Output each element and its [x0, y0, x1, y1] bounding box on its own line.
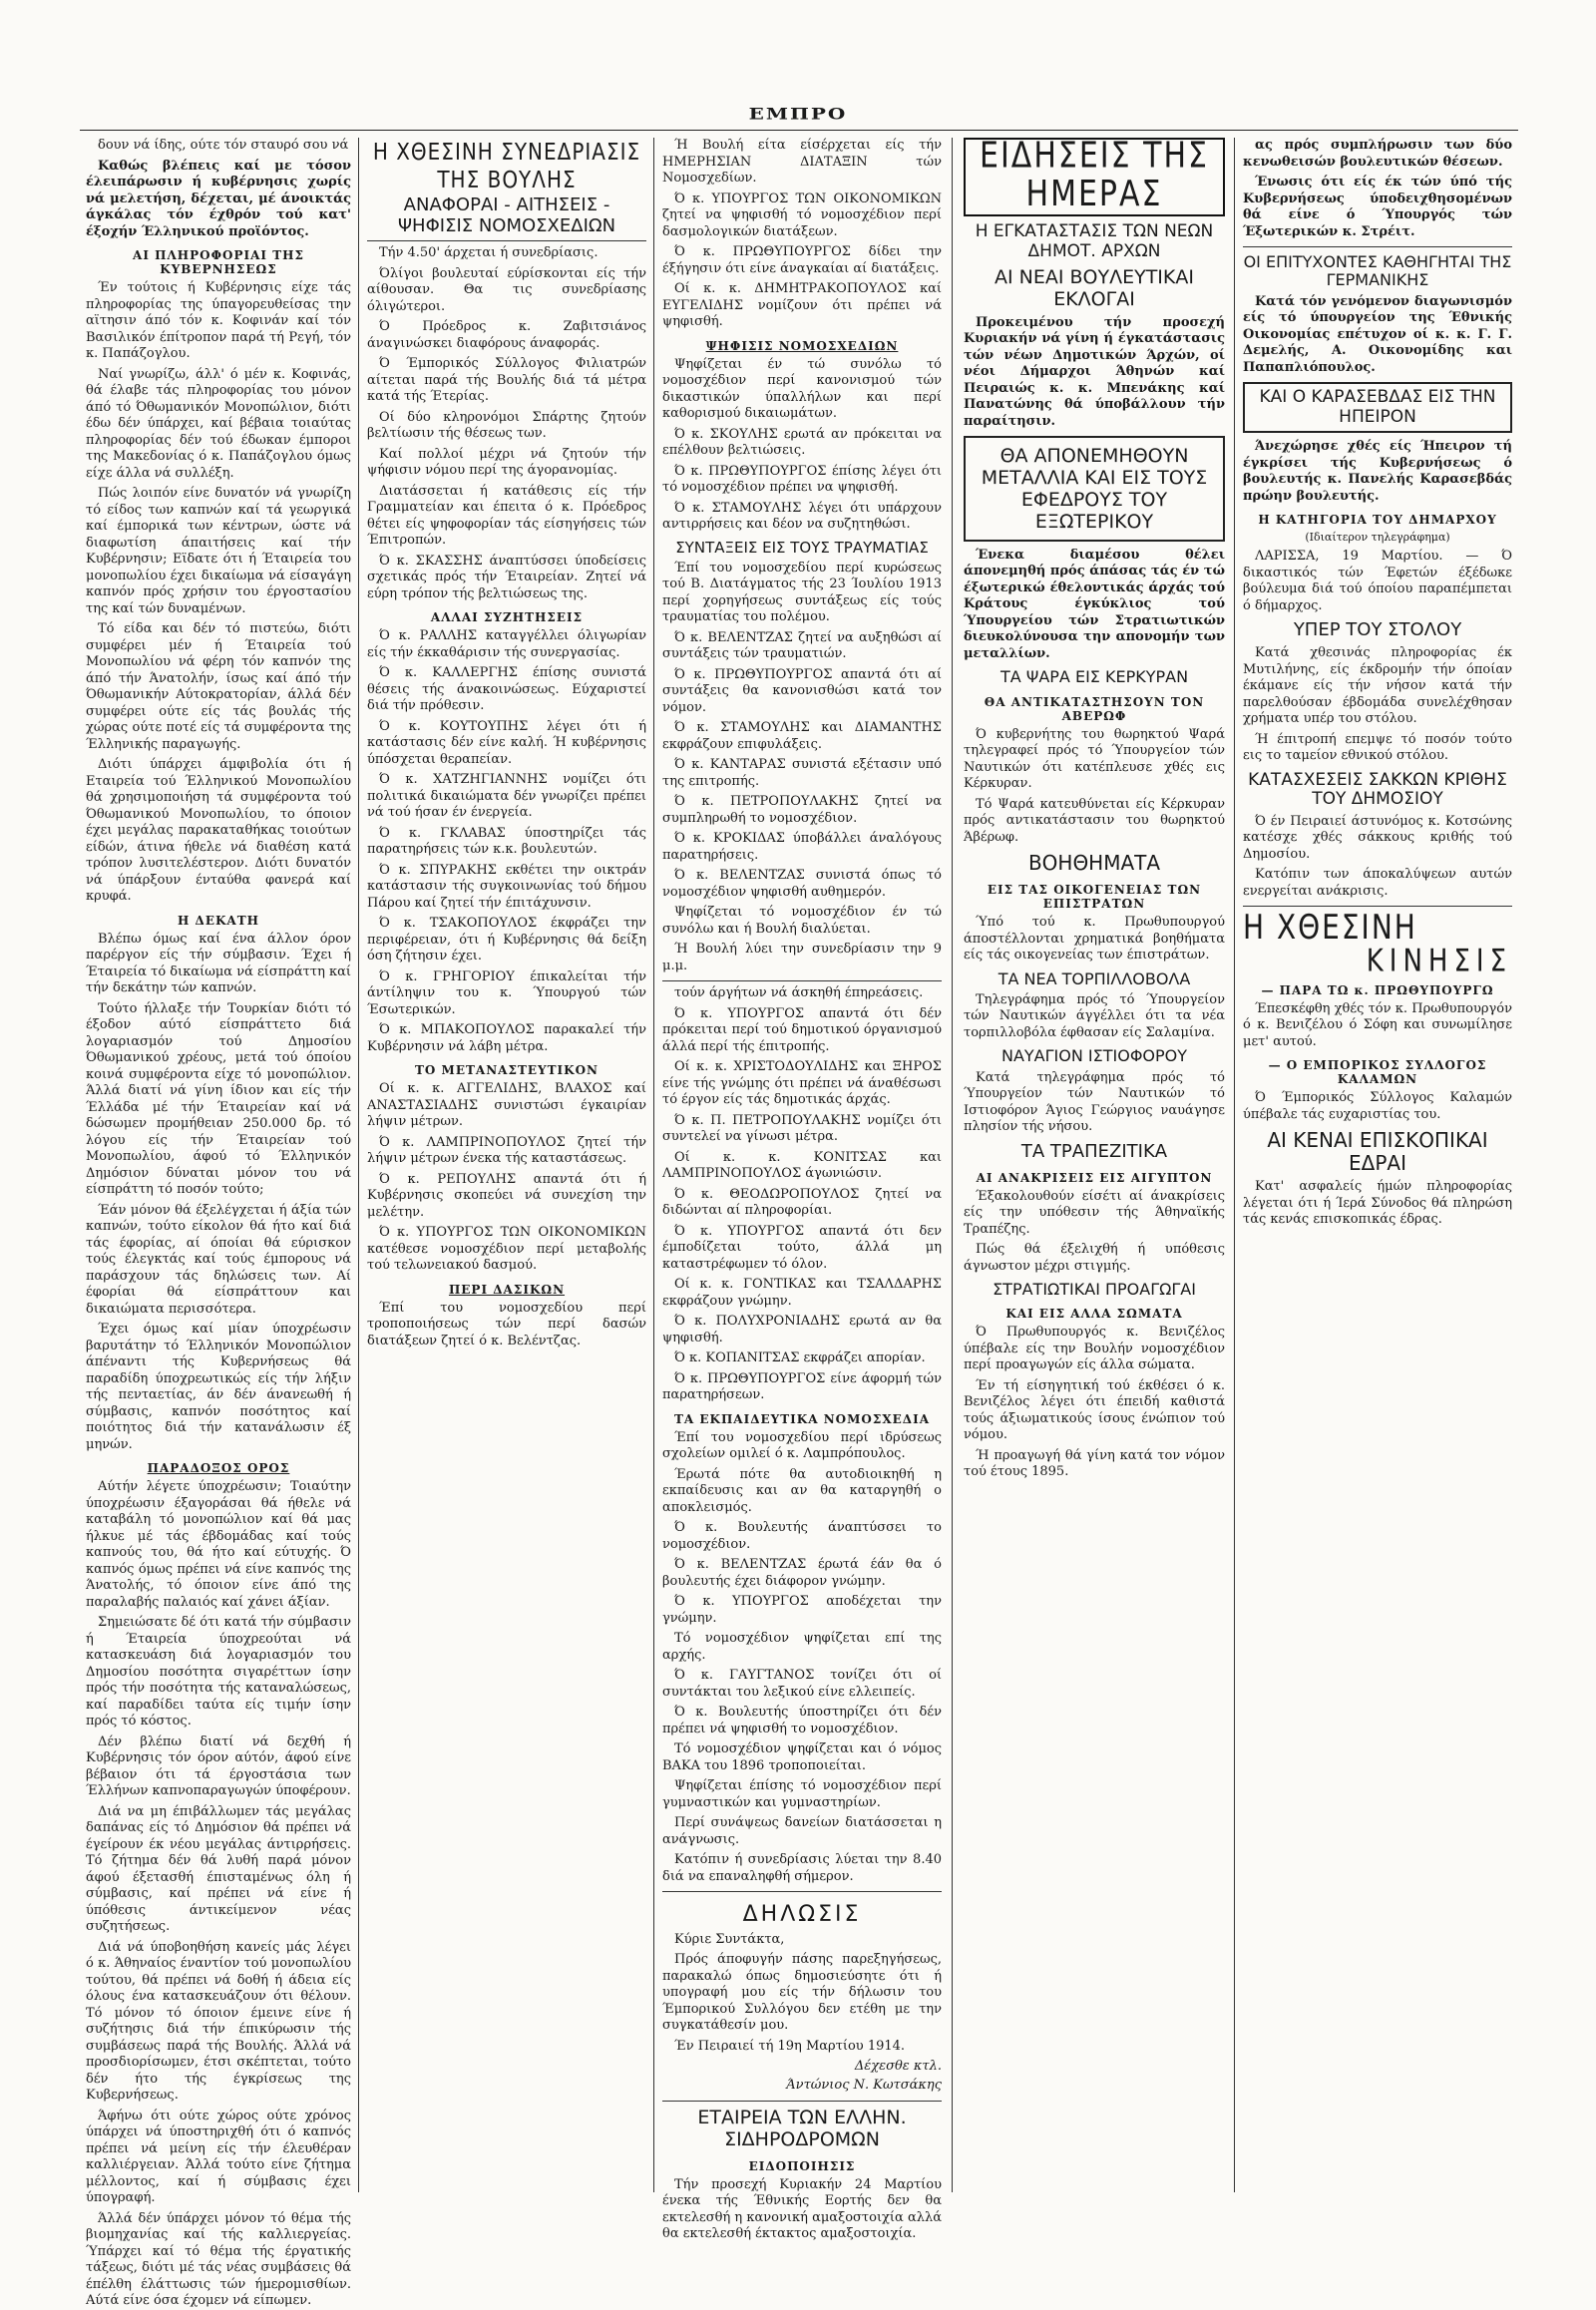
article-text: Ό κ. ΥΠΟΥΡΓΟΣ ΤΩΝ ΟΙΚΟΝΟΜΙΚΩΝ ζητεί να ψηφισθή τό νομοσχέδιον περί δασμολογικών διατάξεων.: [662, 191, 942, 239]
article-text: Κατά τόν γενόμενον διαγωνισμόν είς τό ύπουργείον της Έθνικής Οικονομίας επέτυχον οί κ. κ. Γ. Γ. Δεμελής, Α. Οικονομίδης και Παπαπλιόπουλος.: [1243, 293, 1512, 375]
article-subheadline: ΑΝΑΦΟΡΑΙ - ΑΙΤΗΣΕΙΣ - ΨΗΦΙΣΙΣ ΝΟΜΟΣΧΕΔΙΩΝ: [367, 195, 646, 241]
article-text: Προκειμένου τήν προσεχή Κυριακήν νά γίνη ή έγκατάστασις τών νέων Δημοτικών Άρχών, οί νέοι Δήμαρχοι Άθηνών καί Πειραιώς κ. κ. Μπενάκης καί Πανατώνης θά ύποβάλλουν τήν παραίτησιν.: [964, 314, 1225, 429]
article-text: Τό είδα και δέν τό πιστεύω, διότι συμφέρει μέν ή Έταιρεία τού Μονοπωλίου νά φέρη τόν καπνόν της άπό τήν Άνατολήν, ίσως καί άπό τήν Όθωμανικήν Αύτοκρατορίαν, άλλά δέν συμφέρει ούτε είς τάς βουλάς τής χώρας ούτε ποτέ είς τά συμφέροντα της Έλληνικής παραγωγής.: [86, 621, 351, 752]
section-banner: ΚΙΝΗΣΙΣ: [1366, 943, 1512, 979]
article-text: Ύπό τού κ. Πρωθυπουργού άποστέλλονται χρηματικά βοηθήματα είς τάς οικογενείας των έπιστράτων.: [964, 915, 1225, 963]
article-text: Διά νά ύποβοηθήση κανείς μάς λέγει ό κ. Άθηναίος έναντίον τού μονοπωλίου τούτου, θά πρέπει νά δοθή ή άδεια είς όλους ένα κατασκευάζουν ότι θέλουν. Τό μόνον τό όποιον έμεινε είνε ή συζήτησις διά τήν έπικύρωσιν τής συμβάσεως παρά τής Βουλής. Άλλά νά προσδιορίσωμεν, έτσι σκέπτεται, τούτο δέν ήτο τής έγκρίσεως της Κυβερνήσεως.: [86, 1939, 351, 2103]
article-text: Ό Έμπορικός Σύλλογος Φιλιατρών αίτεται παρά τής Βουλής διά τά μέτρα κατά τής Έτερίας.: [367, 356, 646, 405]
article-text: Ναί γνωρίζω, άλλ' ό μέν κ. Κοφινάς, θά έλαβε τάς πληροφορίας του μόνον άπό τό Όθωμανικόν Μονοπώλιον, διότι έδω δέν ύπάρχει, καί βέβαια τοιαύτας πληροφορίας δέν τού έδωκαν έμποροι της Μακεδονίας ό κ. Παπάζογλου όμως είχε άλλα νά συλλέξη.: [86, 366, 351, 481]
article-text: Έπί του νομοσχεδίου περί τροποποιήσεως τών περί δασών διατάξεων ζητεί ό κ. Βελέντζας.: [367, 1300, 646, 1348]
article-headline: ΟΙ ΕΠΙΤΥΧΟΝΤΕΣ ΚΑΘΗΓΗΤΑΙ ΤΗΣ ΓΕΡΜΑΝΙΚΗΣ: [1243, 252, 1512, 290]
article-headline: Η ΧΘΕΣΙΝΗ ΣΥΝΕΔΡΙΑΣΙΣ ΤΗΣ ΒΟΥΛΗΣ: [372, 138, 641, 193]
section-heading: ΠΕΡΙ ΔΑΣΙΚΩΝ: [448, 1282, 566, 1297]
column-1: [80, 138, 357, 2308]
section-heading: ΤΟ ΜΕΤΑΝΑΣΤΕΥΤΙΚΟΝ: [414, 1063, 599, 1078]
article-headline: ΥΠΕΡ ΤΟΥ ΣΤΟΛΟΥ: [1293, 619, 1462, 641]
column-rule: [952, 138, 953, 2192]
article-text: Ό κ. ΒΕΛΕΝΤΖΑΣ έρωτά έάν θα ό βουλευτής έχει διάφορον γνώμην.: [662, 1557, 942, 1589]
article-text: Ή προαγωγή θά γίνη κατά τον νόμον τού έτους 1895.: [964, 1447, 1225, 1480]
article-text: Ό κ. ΥΠΟΥΡΓΟΣ ΤΩΝ ΟΙΚΟΝΟΜΙΚΩΝ κατέθεσε νομοσχέδιον περί μεταβολής τού τελωνειακού δασμού.: [367, 1225, 646, 1274]
article-text: Κατόπιν ή συνεδρίασις λύεται την 8.40 διά να επαναληφθή σήμερον.: [662, 1852, 942, 1884]
article-text: Τήν 4.50' άρχεται ή συνεδρίασις.: [379, 245, 598, 261]
masthead: [0, 102, 1596, 126]
article-text: Ό κ. ΠΡΩΘΥΠΟΥΡΓΟΣ έπίσης λέγει ότι τό νομοσχέδιον πρέπει να ψηφισθή.: [662, 463, 942, 495]
article-text: δουν νά ίδης, ούτε τόν σταυρό σου νά: [98, 138, 349, 153]
article-text: Διά να μη έπιβάλλωμεν τάς μεγάλας δαπάνας είς τό Δημόσιον θά πρέπει νά έγείρουν έκ νέου μεγάλας άντιρρήσεις. Τό ζήτημα δέν θά λυθή παρά μόνον άφού έξετασθή έπισταμένως όλη ή σύμβασις, καί πρέπει νά είνε ή ύπόθεσις άντικείμενον νέας συζητήσεως.: [86, 1803, 351, 1934]
article-text: Πρός άποφυγήν πάσης παρεξηγήσεως, παρακαλώ όπως δημοσιεύσητε ότι ή υπογραφή μου είς τήν δήλωσιν του Έμπορικού Συλλόγου δεν ετέθη με την συγκατάθεσίν μου.: [662, 1952, 942, 2034]
article-text: Έρωτά πότε θα αυτοδιοικηθή η εκπαίδευσις και αν θα καταργηθή ο αποκλεισμός.: [662, 1466, 942, 1515]
section-heading: ΨΗΦΙΣΙΣ ΝΟΜΟΣΧΕΔΙΩΝ: [705, 338, 899, 353]
article-text: Έξακολουθούν είσέτι αί άνακρίσεις είς την υπόθεσιν τής Άθηναϊκής Τραπέζης.: [964, 1188, 1225, 1237]
article-text: Σημειώσατε δέ ότι κατά τήν σύμβασιν ή Έταιρεία ύποχρεούται νά κατασκευάση διά λογαριασμόν του Δημοσίου ποσότητα σιγαρέττων ίσην πρός τήν ποσότητα τής καταναλώσεως, καί παραδίδει ταύτα είς τιμήν ίσην πρός τό κόστος.: [86, 1615, 351, 1729]
article-text: Ό κ. ΠΡΩΘΥΠΟΥΡΓΟΣ είνε άφορμή τών παρατηρήσεων.: [662, 1370, 942, 1403]
article-text: Ή έπιτροπή επεμψε τό ποσόν τούτο εις το ταμείον εθνικού στόλου.: [1243, 731, 1512, 764]
article-text: ας πρός συμπλήρωσιν των δύο κενωθεισών βουλευτικών θέσεων.: [1243, 138, 1512, 170]
article-text: Ό κ. ΚΡΟΚΙΔΑΣ ύποβάλλει άναλόγους παρατηρήσεις.: [662, 831, 942, 863]
section-heading: ΚΑΙ ΕΙΣ ΑΛΛΑ ΣΩΜΑΤΑ: [1005, 1307, 1183, 1322]
top-rule: [80, 130, 1518, 131]
section-heading: ΕΙΣ ΤΑΣ ΟΙΚΟΓΕΝΕΙΑΣ ΤΩΝ ΕΠΙΣΤΡΑΤΩΝ: [987, 883, 1202, 912]
subheading-note: (Ιδιαίτερον τηλεγράφημα): [1305, 531, 1450, 545]
section-heading: ΤΑ ΕΚΠΑΙΔΕΥΤΙΚΑ ΝΟΜΟΣΧΕΔΙΑ: [673, 1411, 931, 1426]
article-text: Ό κ. Π. ΠΕΤΡΟΠΟΥΛΑΚΗΣ νομίζει ότι συντελεί να γίνωσι μέτρα.: [662, 1112, 942, 1145]
headline-box: [964, 436, 1225, 541]
article-text: Ό κ. ΣΤΑΜΟΥΛΗΣ και ΔΙΑΜΑΝΤΗΣ εκφράζουν επιφυλάξεις.: [662, 720, 942, 752]
article-headline: ΘΑ ΑΠΟΝΕΜΗΘΟΥΝ ΜΕΤΑΛΛΙΑ ΚΑΙ ΕΙΣ ΤΟΥΣ ΕΦΕΔΡΟΥΣ ΤΟΥ ΕΞΩΤΕΡΙΚΟΥ: [981, 445, 1208, 533]
article-text: Έάν μόνον θά έξελέγχεται ή άξία τών καπνών, τούτο είκολον θά ήτο καί διά τάς έφορίας, αί όποίαι θά εύρισκον τούς έλεγκτάς καί τούς έμπορους νά παράσχουν τάς δηλώσεις των. Αί έφορίαι θά είσπράττουν και δικαιώματα περισσότερα.: [86, 1202, 351, 1317]
article-text: Ψηφίζεται έπίσης τό νομοσχέδιον περί γυμναστικών και γυμναστηρίων.: [662, 1778, 942, 1810]
article-text: Τηλεγράφημα πρός τό Ύπουργείον τών Ναυτικών άγγέλλει ότι τα νέα τορπιλλοβόλα έφθασαν είς Σαλαμίνα.: [964, 991, 1225, 1040]
article-text: Ό Έμπορικός Σύλλογος Καλαμών ύπέβαλε τάς ευχαριστίας του.: [1243, 1090, 1512, 1122]
section-heading: — Ο ΕΜΠΟΡΙΚΟΣ ΣΥΛΛΟΓΟΣ ΚΑΛΑΜΩΝ: [1268, 1058, 1487, 1087]
article-text: Βλέπω όμως καί ένα άλλον όρον παρέργον είς τήν σύμβασιν. Έχει ή Έταιρεία τό δικαίωμα νά είσπράττη καί τήν δεκάτην τών καπνών.: [86, 931, 351, 995]
section-heading: ΠΑΡΑΔΟΞΟΣ ΟΡΟΣ: [147, 1461, 290, 1475]
article-text: Πώς θά έξελιχθή ή υπόθεσις άγνωστον μέχρι στιγμής.: [964, 1242, 1225, 1274]
article-text: Έπί του νομοσχεδίου περί ιδρύσεως σχολείων ομιλεί ό κ. Λαμπρόπουλος.: [662, 1429, 942, 1462]
headline-box: [1243, 382, 1512, 433]
column-rule: [653, 138, 654, 2192]
article-text: Καθώς βλέπεις καί με τόσον έλειπάρωσιν ή κυβέρνησις χωρίς νά μελετήση, δέχεται, μέ άνοικτάς άγκάλας τόν έχθρόν τού κατ' έξοχήν Έλληνικού προϊόντος.: [86, 158, 351, 239]
article-text: Διατάσσεται ή κατάθεσις είς τήν Γραμματείαν και έπειτα ό κ. Πρόεδρος θέτει είς ψηφοφορίαν τάς είσηγήσεις τών Έπιτροπών.: [367, 483, 646, 549]
article-text: Ό κ. ΠΕΤΡΟΠΟΥΛΑΚΗΣ ζητεί να συμπληρωθή το νομοσχέδιον.: [662, 794, 942, 826]
section-heading: — ΠΑΡΑ ΤΩ κ. ΠΡΩΘΥΠΟΥΡΓΩ: [1261, 982, 1494, 997]
article-text: Ψηφίζεται έν τώ συνόλω τό νομοσχέδιον περί κανονισμού τών δικαστικών ύπαλλήλων και περί καθορισμού δικαιωμάτων.: [662, 356, 942, 421]
article-text: Ό κ. ΧΑΤΖΗΓΙΑΝΝΗΣ νομίζει ότι πολιτικά δικαιώματα δέν γνωρίζει πρέπει νά τού ήσαν έν ένεργεία.: [367, 772, 646, 821]
article-text: Ή Βουλή λύει την συνεδρίασιν την 9 μ.μ.: [662, 942, 942, 973]
article-text: τούν άργήτων νά άσκηθή έπηρεάσεις.: [674, 985, 924, 1001]
article-text: Τό νομοσχέδιον ψηφίζεται και ό νόμος ΒΑΚΑ του 1896 τροποποιείται.: [662, 1741, 942, 1773]
article-text: Ό κ. ΣΠΥΡΑΚΗΣ εκθέτει την οικτράν κατάστασιν τής συγκοινωνίας τού δήμου Πάρου καί ζητεί τήν έπιτάχυνσιν.: [367, 862, 646, 911]
newspaper-name: ΕΜΠΡΟ: [748, 104, 848, 124]
article-text: Ό κ. ΚΟΠΑΝΙΤΣΑΣ εκφράζει απορίαν.: [674, 1350, 926, 1366]
article-text: Ό κ. ΒΕΛΕΝΤΖΑΣ συνιστά όπως τό νομοσχέδιον ψηφισθή αυθημερόν.: [662, 868, 942, 900]
article-text: Κατά χθεσινάς πληροφορίας έκ Μυτιλήνης, είς έκδρομήν τήν όποίαν έκάμανε είς τήν νήσον κατά τήν παρελθούσαν έβδομάδα συνελέχθησαν χρήματα υπέρ του στόλου.: [1243, 645, 1512, 727]
article-text: Ό κ. ΘΕΟΔΩΡΟΠΟΥΛΟΣ ζητεί να διδώνται αί πληροφορίαι.: [662, 1186, 942, 1219]
article-text: Αύτήν λέγετε ύποχρέωσιν; Τοιαύτην ύποχρέωσιν έξαγοράσαι θά ήθελε νά καταβάλη τό μονοπώλιον καί θά μας ήλκυε μέ τάς έβδομάδας καί τούς καπνούς του, θά ήτο καί εύτυχής. Ό καπνός όμως πρέπει νά είνε καπνός της Άνατολής, τό όποιον είνε άπό της παραλαβής παλαιός καί χάνει άξίαν.: [86, 1479, 351, 1610]
article-subheadline: ΑΙ ΝΕΑΙ ΒΟΥΛΕΥΤΙΚΑΙ ΕΚΛΟΓΑΙ: [995, 266, 1194, 310]
signature-closing: Δέχεσθε κτλ.: [854, 2059, 942, 2075]
article-text: Ό έν Πειραιεί άστυνόμος κ. Κοτσώνης κατέσχε χθές σάκκους κριθής τού Δημοσίου.: [1243, 813, 1512, 862]
article-text: Ό κ. ΣΤΑΜΟΥΛΗΣ λέγει ότι υπάρχουν αντιρρήσεις και δέον να συζητηθώσι.: [662, 500, 942, 532]
article-text: Τούτο ήλλαξε τήν Τουρκίαν διότι τό έξοδον αύτό είσπράττετο διά λογαριασμόν τού Δημοσίου Όθωμανικού χρέους, μετά τού όποίου κοινά συμφέροντα είχε τό μονοπώλιον. Άλλά διατί νά γίνη ίδιον και είς τήν Έλλάδα μέ τήν Έταιρείαν καί νά δώσωμεν προμήθειαν 250.000 δρ. τό λόγου είς τήν Έταιρείαν τού Μονοπωλίου, άφού τό Έλληνικόν Δημόσιον δύναται μόνον του νά είσπράττη τό ποσόν τούτο;: [86, 1000, 351, 1197]
continued-section: [662, 980, 942, 1885]
column-rule: [1234, 138, 1235, 2192]
article-text: Ό κ. ΛΑΜΠΡΙΝΟΠΟΥΛΟΣ ζητεί τήν λήψιν μέτρων ένεκα τής καταστάσεως.: [367, 1134, 646, 1167]
article-text: Ένεκα διαμέσου θέλει άπονεμηθή πρός άπάσας τάς έν τώ έξωτερικώ έθελοντικάς άρχάς τού Κράτους έγκύκλιος τού Ύπουργείου τών Στρατιωτικών διευκολύνουσα την απονομήν των μεταλλίων.: [964, 547, 1225, 661]
article-text: Ό κ. ΥΠΟΥΡΓΟΣ απαντά ότι δέν πρόκειται περί τού δημοτικού όργανισμού άλλά περί τής έπιτροπής.: [662, 1005, 942, 1054]
article-headline: ΤΑ ΨΑΡΑ ΕΙΣ ΚΕΡΚΥΡΑΝ: [999, 667, 1189, 687]
section-heading: ΘΑ ΑΝΤΙΚΑΤΑΣΤΗΣΟΥΝ ΤΟΝ ΑΒΕΡΩΦ: [984, 694, 1205, 723]
article-text: Οί δύο κληρονόμοι Σπάρτης ζητούν βελτίωσιν τής θέσεως των.: [367, 409, 646, 442]
article-text: Οί κ. κ. ΚΟΝΙΤΣΑΣ και ΛΑΜΠΡΙΝΟΠΟΥΛΟΣ άγωνιώσιν.: [662, 1149, 942, 1182]
article-text: Διότι ύπάρχει άμφιβολία ότι ή Εταιρεία τού Έλληνικού Μονοπωλίου θά χρησιμοποιήση τά συμφέροντα τού Όθωμανικού Μονοπωλίου, το όποιον έχει μεγάλας παρακαταθήκας τοιούτων είδών, άτινα ήθελε νά διαθέση κατά τρόπον λυσιτελέστερον. Διότι δυνατόν νά ύπάρξουν ένταύθα φανερά καί κρυφά.: [86, 757, 351, 904]
article-headline: ΚΑΙ Ο ΚΑΡΑΣΕΒΔΑΣ ΕΙΣ ΤΗΝ ΗΠΕΙΡΟΝ: [1259, 387, 1496, 427]
section-banner: Η ΧΘΕΣΙΝΗ: [1243, 907, 1417, 948]
article-text: Ό κ. ΓΚΛΑΒΑΣ ύποστηρίζει τάς παρατηρήσεις τών κ.κ. βουλευτών.: [367, 825, 646, 858]
article-text: Ό κ. ΚΑΛΛΕΡΓΗΣ έπίσης συνιστά θέσεις τής άνακοινώσεως. Εύχαριστεί διά τήν πρόθεσιν.: [367, 665, 646, 714]
section-heading: Η ΔΕΚΑΤΗ: [178, 913, 259, 928]
section-heading: ΑΛΛΑΙ ΣΥΖΗΤΗΣΕΙΣ: [430, 610, 584, 625]
article-text: Ό κ. ΠΟΛΥΧΡΟΝΙΑΔΗΣ ερωτά αν θα ψηφισθή.: [662, 1314, 942, 1346]
section-heading: ΑΙ ΠΛΗΡΟΦΟΡΙΑΙ ΤΗΣ ΚΥΒΕΡΝΗΣΕΩΣ: [133, 248, 304, 276]
article-text: Ή Βουλή είτα είσέρχεται είς τήν ΗΜΕΡΗΣΙΑΝ ΔΙΑΤΑΞΙΝ τών Νομοσχεδίων.: [662, 138, 942, 186]
article-text: Έπεσκέφθη χθές τόν κ. Πρωθυπουργόν ό κ. Βενιζέλου ό Σόφη και συνωμίλησε μετ' αυτού.: [1243, 1000, 1512, 1049]
article-text: Καί πολλοί μέχρι νά ζητούν τήν ψήφισιν νόμου περί της άγορανομίας.: [367, 446, 646, 479]
article-headline: Η ΕΓΚΑΤΑΣΤΑΣΙΣ ΤΩΝ ΝΕΩΝ ΔΗΜΟΤ. ΑΡΧΩΝ: [975, 221, 1214, 261]
article-text: Κατόπιν των άποκαλύψεων αυτών ενεργείται ανάκρισις.: [1243, 867, 1512, 899]
article-text: Ό κ. Βουλευτής ύποστηρίζει ότι δέν πρέπει νά ψηφισθή το νομοσχέδιον.: [662, 1705, 942, 1736]
article-text: Κατά τηλεγράφημα πρός τό Ύπουργείον τών Ναυτικών τό Ιστιοφόρον Άγιος Γεώργιος ναυάγησε πλησίον τής νήσου.: [964, 1069, 1225, 1135]
article-text: Έν τή είσηγητική τού έκθέσει ό κ. Βενιζέλος λέγει ότι έπειδή καθιστά τούς άξιωματικούς ίσους ένώπιον τού νόμου.: [964, 1377, 1225, 1443]
news-banner-box: [964, 135, 1225, 216]
article-text: Πώς λοιπόν είνε δυνατόν νά γνωρίζη τό είδος των καπνών καί τά γεωργικά καί έμπορικά των κέντρων, ώστε νά διαφωτίση άπαιτήσεις καί τήν Κυβέρνησιν; Εϊδατε ότι ή Έταιρεία του μονοπωλίου έχει δικαίωμα νά είσαγάγη καπνόν πρός χρήσιν του έργοστασίου της καί τών δυναμένων.: [86, 486, 351, 616]
article-headline: ΤΑ ΤΡΑΠΕΖΙΤΙΚΑ: [1020, 1140, 1168, 1162]
article-text: Έν Πειραιεί τή 19η Μαρτίου 1914.: [674, 2038, 906, 2054]
article-text: Ό κ. ΥΠΟΥΡΓΟΣ απαντά ότι δεν έμποδίζεται τούτο, άλλά μη καταστρέφωμεν τό όλον.: [662, 1223, 942, 1272]
article-text: Κύριε Συντάκτα,: [674, 1931, 785, 1947]
article-text: ΛΑΡΙΣΣΑ, 19 Μαρτίου. — Ό δικαστικός τών Έφετών έξέδωκε βούλευμα διά τού όποίου παραπέμπεται ό δήμαρχος.: [1243, 549, 1512, 613]
article-headline: ΑΙ ΚΕΝΑΙ ΕΠΙΣΚΟΠΙΚΑΙ ΕΔΡΑΙ: [1267, 1128, 1488, 1176]
signature-name: Άντώνιος Ν. Κωτσάκης: [786, 2078, 942, 2094]
article-text: Έχει όμως καί μίαν ύποχρέωσιν βαρυτάτην τό Έλληνικόν Μονοπώλιον άπέναντι τής Κυβερνήσεως θά παραδίδη ύποχρεωτικώς είς τήν λήξιν τής πενταετίας, άν δέν άνανεωθή ή σύμβασις, καπνόν ποσότητος καί ποιότητος διά τήν κατανάλωσιν έξ μηνών.: [86, 1322, 351, 1452]
article-text: Ό κ. ΣΚΑΣΣΗΣ άναπτύσσει ύποδείσεις σχετικάς πρός τήν Έταιρείαν. Ζητεί νά εύρη τρόπον τής βελτιώσεως της.: [367, 553, 646, 601]
article-text: Δέν βλέπω διατί νά δεχθή ή Κυβέρνησις τόν όρον αύτόν, άφού είνε βέβαιον ότι τά έργοστάσια των Έλλήνων καπνοπαραγωγών ύποφέρουν.: [86, 1733, 351, 1798]
article-text: Άνεχώρησε χθές είς Ήπειρον τή έγκρίσει τής Κυβερνήσεως ό βουλευτής κ. Πανελής Καρασεβδάς πρώην βουλευτής.: [1243, 439, 1512, 504]
article-headline: ΔΗΛΩΣΙΣ: [742, 1902, 862, 1928]
article-text: Κατ' ασφαλείς ήμών πληροφορίας λέγεται ότι ή Ίερά Σύνοδος θά πληρώση τάς κενάς επισκοπικάς έδρας.: [1243, 1179, 1512, 1228]
article-text: Ό Πρωθυπουργός κ. Βενιζέλος ύπέβαλε είς την Βουλήν νομοσχέδιον περί προαγωγών είς άλλα σώματα.: [964, 1325, 1225, 1373]
article-text: Ό κ. Βουλευτής άναπτύσσει το νομοσχέδιον.: [662, 1520, 942, 1552]
article-subheadline: ΣΥΝΤΑΞΕΙΣ ΕΙΣ ΤΟΥΣ ΤΡΑΥΜΑΤΙΑΣ: [675, 538, 929, 557]
article-headline: ΝΑΥΑΓΙΟΝ ΙΣΤΙΟΦΟΡΟΥ: [1000, 1046, 1188, 1066]
article-headline: ΤΑ ΝΕΑ ΤΟΡΠΙΛΛΟΒΟΛΑ: [998, 968, 1191, 988]
article-text: Ένωσις ότι είς έκ τών ύπό τής Κυβερνήσεως ύποδειχθησομένων θά είνε ό Ύπουργός τών Έξωτερικών κ. Στρέιτ.: [1243, 175, 1512, 239]
article-text: Έπί του νομοσχεδίου περί κυρώσεως τού Β. Διατάγματος τής 23 Ίουλίου 1913 περί χορηγήσεως συντάξεως είς τούς τραυματίας του πολέμου.: [662, 560, 942, 625]
article-headline: ΚΑΤΑΣΧΕΣΕΙΣ ΣΑΚΚΩΝ ΚΡΙΘΗΣ ΤΟΥ ΔΗΜΟΣΙΟΥ: [1248, 769, 1507, 810]
article-text: Ό κ. ΤΣΑΚΟΠΟΥΛΟΣ έκφράζει την περιφέρειαν, ότι ή Κυβέρνησις θά δείξη όση ζήτησιν έχει.: [367, 916, 646, 964]
article-headline: ΣΤΡΑΤΙΩΤΙΚΑΙ ΠΡΟΑΓΩΓΑΙ: [993, 1280, 1196, 1300]
article-text: Ό κ. ΡΑΛΛΗΣ καταγγέλλει όλιγωρίαν είς τήν έκκαθάρισιν τής συνεργασίας.: [367, 628, 646, 660]
article-text: Ό κ. ΚΑΝΤΑΡΑΣ συνιστά εξέτασιν υπό της επιτροπής.: [662, 757, 942, 789]
notice-subheading: ΕΙΔΟΠΟΙΗΣΙΣ: [748, 2158, 856, 2173]
article-text: Ό κ. ΜΠΑΚΟΠΟΥΛΟΣ παρακαλεί τήν Κυβέρνησιν νά λάβη μέτρα.: [367, 1022, 646, 1054]
article-text: Άφήνω ότι ούτε χώρος ούτε χρόνος ύπάρχει νά ύποστηριχθή ότι ό καπνός πρέπει νά μείνη είς τήν έλευθέραν καλλιέργειαν. Άλλά τούτο είνε ζήτημα μέλλοντος, καί ή σύμβασις έχει ύπογραφή.: [86, 2108, 351, 2205]
article-text: Οί κ. κ. ΑΓΓΕΛΙΔΗΣ, ΒΛΑΧΟΣ καί ΑΝΑΣΤΑΣΙΑΔΗΣ συνιστώσι έγκαιρίαν λήψιν μέτρων.: [367, 1081, 646, 1130]
article-text: Ό κ. ΒΕΛΕΝΤΖΑΣ ζητεί να αυξηθώσι αί συντάξεις τών τραυματιών.: [662, 629, 942, 662]
article-text: Οί κ. κ. ΔΗΜΗΤΡΑΚΟΠΟΥΛΟΣ καί ΕΥΓΕΛΙΔΗΣ νομίζουν ότι πρέπει νά ψηφισθή.: [662, 281, 942, 329]
section-heading: ΑΙ ΑΝΑΚΡΙΣΕΙΣ ΕΙΣ ΑΙΓΥΠΤΟΝ: [976, 1170, 1213, 1185]
column-3: [656, 138, 948, 2242]
article-text: Ό κ. ΠΡΩΘΥΠΟΥΡΓΟΣ δίδει την έξήγησιν ότι είνε άναγκαίαι αί διατάξεις.: [662, 244, 942, 276]
article-text: Έν τούτοις ή Κυβέρνησις είχε τάς πληροφορίας της ύπαγορευθείσας την αϊτησιν άπό τόν κ. Κοφινάν καί τόν Βασιλικόν έπίτροπον παρά τή Ρεγή, τόν κ. Παπάζογλου.: [86, 280, 351, 361]
article-text: Ό κ. ΠΡΩΘΥΠΟΥΡΓΟΣ απαντά ότι αί συντάξεις θα κανονισθώσι κατά τον νόμον.: [662, 666, 942, 715]
article-headline: ΒΟΗΘΗΜΑΤΑ: [1027, 851, 1161, 876]
article-text: Οί κ. κ. ΓΟΝΤΙΚΑΣ και ΤΣΑΛΔΑΡΗΣ εκφράζουν γνώμην.: [662, 1277, 942, 1309]
article-text: Ψηφίζεται τό νομοσχέδιον έν τώ συνόλω και ή Βουλή διαλύεται.: [662, 905, 942, 937]
article-text: Τό Ψαρά κατευθύνεται είς Κέρκυραν πρός αντικατάστασιν του θωρηκτού Άβέρωφ.: [964, 796, 1225, 845]
article-text: Ό κ. ΚΟΥΤΟΥΠΗΣ λέγει ότι ή κατάστασις δέν είνε καλή. Ή κυβέρνησις ύπόσχεται θεραπείαν.: [367, 718, 646, 767]
article-text: Οί κ. κ. ΧΡΙΣΤΟΔΟΥΛΙΔΗΣ και ΞΗΡΟΣ είνε τής γνώμης ότι πρέπει νά άναθέσωσι τό έργον είς τάς δημοτικάς άρχάς.: [662, 1059, 942, 1108]
article-text: Ό κ. ΡΕΠΟΥΛΗΣ απαντά ότι ή Κυβέρνησις σκοπεύει νά συνεχίση την μελέτην.: [367, 1171, 646, 1220]
article-text: Ό κ. ΓΡΗΓΟΡΙΟΥ έπικαλείται τήν άντίληψιν του κ. Ύπουργού τών Έσωτερικών.: [367, 968, 646, 1017]
section-heading: Η ΚΑΤΗΓΟΡΙΑ ΤΟΥ ΔΗΜΑΡΧΟΥ: [1258, 513, 1497, 528]
news-banner: ΕΙΔΗΣΕΙΣ ΤΗΣ ΗΜΕΡΑΣ: [980, 135, 1209, 215]
article-text: Ό κ. ΥΠΟΥΡΓΟΣ αποδέχεται την γνώμην.: [662, 1594, 942, 1626]
article-text: Περί συνάψεως δανείων διατάσσεται η ανάγνωσις.: [662, 1815, 942, 1847]
article-text: Τό νομοσχέδιον ψηφίζεται επί της αρχής.: [662, 1631, 942, 1663]
column-2: [361, 138, 652, 2192]
article-text: Ό κ. ΣΚΟΥΛΗΣ ερωτά αν πρόκειται να επέλθουν βελτιώσεις.: [662, 426, 942, 458]
article-text: Ό κυβερνήτης του θωρηκτού Ψαρά τηλεγραφεί πρός τό Ύπουργείον τών Ναυτικών ότι κατέπλευσε χθές εις Κέρκυραν.: [964, 726, 1225, 792]
column-4: [958, 135, 1231, 2192]
article-text: Τήν προσεχή Κυριακήν 24 Μαρτίου ένεκα τής Έθνικής Εορτής δεν θα εκτελεσθή η κανονική αμαξοστοιχία αλλά θα εκτελεσθή έκτακτος αμαξοστοιχία.: [662, 2176, 942, 2242]
divider: [1243, 246, 1512, 247]
article-text: Άλλά δέν ύπάρχει μόνον τό θέμα τής βιομηχανίας καί τής καλλιεργείας. Ύπάρχει καί τό θέμα τής έργατικής τάξεως, διότι μέ τάς νέας συμβάσεις θά έπέλθη έλάττωσις τών ήμερομισθίων. Αύτά είνε όσα έχομεν νά είπωμεν.: [86, 2210, 351, 2308]
declaration-box: [662, 1891, 942, 2102]
column-rule: [358, 138, 359, 2192]
notice-headline: ΕΤΑΙΡΕΙΑ ΤΩΝ ΕΛΛΗΝ. ΣΙΔΗΡΟΔΡΟΜΩΝ: [697, 2107, 907, 2150]
article-text: Ό κ. ΓΑΥΓΤΑΝΟΣ τονίζει ότι οί συντάκται του λεξικού είνε ελλειπείς.: [662, 1668, 942, 1700]
article-text: Ό Πρόεδρος κ. Ζαβιτσιάνος άναγινώσκει διαφόρους άναφοράς.: [367, 319, 646, 351]
column-5: [1237, 138, 1518, 2192]
article-text: Όλίγοι βουλευταί εύρίσκονται είς τήν αίθουσαν. Θα τις συνεδρίασης όλιγώτεροι.: [367, 265, 646, 314]
